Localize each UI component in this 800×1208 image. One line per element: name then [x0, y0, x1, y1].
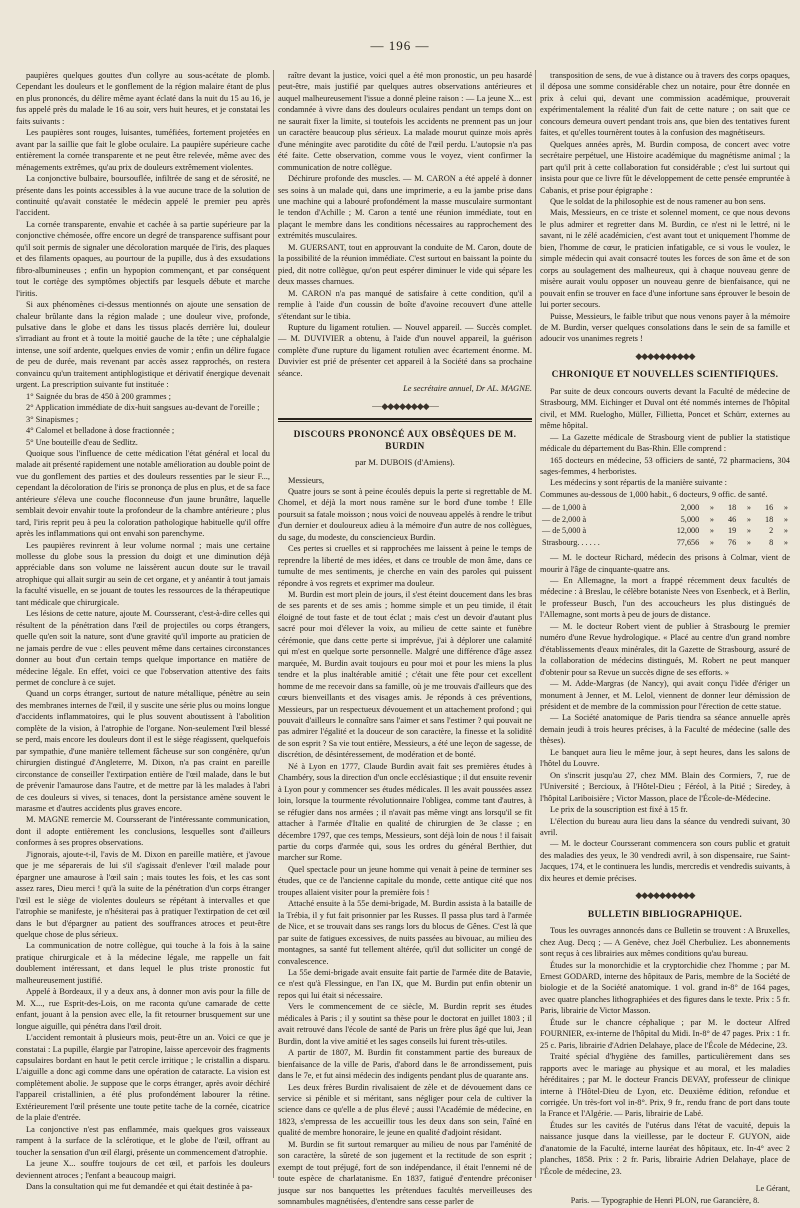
bibliography-entry: Traité spécial d'hygiène des familles, particulièrement dans ses rapports avec le mariage au physique et au moral, et les maladies héréditaires ; par M. le docteur Francis DEVAY, professeur de clinique interne à l'Hôtel-Dieu de Lyon, etc. Deuxième édition, refondue et corrigée. Un très-fort vol in-8°. Prix, 9 fr., rendu franc de port dans toute la France et l'Algérie. — Paris, librairie de Labé.: [540, 1052, 790, 1119]
bulletin-title: BULLETIN BIBLIOGRAPHIQUE.: [587, 909, 743, 920]
paragraph: 165 docteurs en médecine, 53 officiers de santé, 72 pharmaciens, 304 sages-femmes, 4 herboristes.: [540, 455, 790, 476]
stats-cell: — de 5,000 à: [542, 526, 587, 536]
paragraph: M. GUERSANT, tout en approuvant la conduite de M. Caron, doute de la possibilité de la réunion immédiate. C'est surtout en baissant la pointe du pied, dit notre collègue, qu'on peut espérer diminuer le vide qui sépare les deux masses charnues.: [278, 242, 532, 287]
stats-cell: 16: [765, 503, 774, 513]
stats-cell: »: [709, 526, 714, 536]
stats-row: [540, 537, 790, 548]
chronique-title: CHRONIQUE ET NOUVELLES SCIENTIFIQUES.: [551, 370, 779, 381]
bibliography-entry: Études sur la monorchidie et la cryptorchidie chez l'homme ; par M. Ernest GODARD, interne des hôpitaux de Paris, membre de la Société de biologie et de la Société anatomique. 1 vol. grand in-8° de 164 pages, avec quatre planches lithographiées et des figures dans le texte. Prix : 5 fr. Paris, librairie de Victor Masson.: [540, 960, 790, 1016]
stats-cell: 12,000: [676, 526, 700, 536]
stats-cell: 77,656: [676, 537, 700, 547]
paragraph: La conjonctive bulbaire, boursouflée, infiltrée de sang et de sérosité, ne présente dans les points accessibles à la vue aucune trace de la solution de continuité qu'avait constatée le médecin appelé le premier peu après l'accident.: [16, 174, 270, 218]
paragraph: M. Burdin se fit surtout remarquer au milieu de nous par l'aménité de son caractère, la sûreté de son jugement et la rectitude de son esprit ; exempt de tout préjugé, fort de son indépendance, il était l'ennemi né de toute espèce de charlatanisme. En 1837, fatigué d'entendre préconiser jusque sur nos banquettes les prétendues facultés merveilleuses des somnambules magnétisées, d'entendre sans cesse parler de: [278, 1139, 532, 1207]
paragraph: raître devant la justice, voici quel a été mon pronostic, un peu hasardé peut-être, mais justifié par quelques autres observations antérieures et auquel malheureusement l'issue a donné pleine raison : — La jeune X... est condamnée à vivre dans des douleurs oculaires pendant un temps dont on ne saurait fixer la limite, si toutefois les accidents ne prennent pas un jour un caractère beaucoup plus sérieux. La malade mourut quinze mois après d'une méningite avec parotidite du côté de l'œil perdu. L'autopsie n'a pas été faite. Cette observation, comme vous le voyez, vient confirmer la communication de notre collègue.: [278, 71, 532, 172]
stats-cell: 46: [728, 514, 737, 524]
stats-cell: 19: [728, 526, 737, 536]
paragraph: — En Allemagne, la mort a frappé récemment deux facultés de médecine : à Breslau, le célèbre botaniste Nees von Esenbeck, et à Berlin, le professeur Busch, l'un des accoucheurs les plus distingués de l'Allemagne, sont morts à peu de jours de distance.: [540, 576, 790, 620]
paragraph: — M. le docteur Richard, médecin des prisons à Colmar, vient de mourir à l'âge de cinquante-quatre ans.: [540, 553, 790, 574]
paragraph: Quand un corps étranger, surtout de nature métallique, pénètre au sein des membranes internes de l'œil, il y suscite une série plus ou moins longue d'accidents inflammatoires, qui le plus souvent aboutissent à l'abolition complète de la vision, à l'atrophie de l'organe. Non-seulement l'œil blessé se perd, mais encore les douleurs dont il est le siège réagissent, quelquefois par sympathie, d'une manière tellement fâcheuse sur son congénère, qu'un chirurgien distingué d'Angleterre, M. Dixon, n'a pas craint en pareille circonstance de conseiller l'extirpation entière de l'œil malade, dans le but de prévenir l'amaurose dans l'autre, et de mettre par là les malades à l'abri de ces douleurs si vives, si tenaces, dont la persistance amène souvent le marasme et d'autres accidents plus graves encore.: [16, 689, 270, 813]
section-divider: ◆◆◆◆◆◆◆◆◆◆: [635, 350, 695, 361]
stats-cell: »: [783, 514, 788, 524]
gerant-label: Le Gérant,: [755, 1184, 790, 1194]
bibliography-entry: Tous les ouvrages annoncés dans ce Bulletin se trouvent : A Bruxelles, chez Aug. Decq ; — A Genève, chez Joël Cherbuliez. Les abonnements sont reçus à ces librairies aux mêmes conditions qu'au bureau.: [540, 926, 790, 959]
paragraph: Rupture du ligament rotulien. — Nouvel appareil. — Succès complet. — M. DUVIVIER a obtenu, à l'aide d'un nouvel appareil, la guérison complète d'une rupture du ligament rotulien avec écartement énorme. M. Duvivier est prié de présenter cet appareil à la Société dans sa prochaine séance.: [278, 322, 532, 378]
stats-cell: »: [783, 503, 788, 513]
paragraph: Attaché ensuite à la 55e demi-brigade, M. Burdin assista à la bataille de la Trébia, il y fut fait prisonnier par les Russes. Il passa plus tard à l'armée de Nice, et se trouvait dans ses rangs lors du blocus de Gênes. C'est là que par suite de fatigues excessives, de nuits passées au bivouac, au milieu des montagnes, sa santé fut tellement altérée, qu'il dut solliciter un congé de convalescence.: [278, 899, 532, 966]
discours-body: [278, 475, 532, 1208]
paragraph: 5° Une bouteille d'eau de Sedlitz.: [26, 437, 138, 447]
stats-cell: »: [709, 503, 714, 513]
paragraph: 3° Sinapismes ;: [26, 414, 79, 424]
stats-cell: 18: [728, 503, 737, 513]
stats-cell: — de 2,000 à: [542, 514, 587, 524]
paragraph: transposition de sens, de vue à distance ou à travers des corps opaques, il déposa une somme considérable chez un notaire, pour être donnée en prix à celui qui, devant une commission académique, prouverait expérimentalement la réalité d'un fait de cette nature ; on sait que ce concours demeura ouvert pendant trois ans, que bien des tentatives furent faites, et qu'elles tournèrent toutes à la confusion des magnétiseurs.: [540, 71, 790, 138]
column-rule: [535, 70, 536, 1178]
paragraph: Le banquet aura lieu le même jour, à sept heures, dans les salons de l'hôtel du Louvre.: [540, 747, 790, 769]
paragraph: J'ignorais, ajoute-t-il, l'avis de M. Dixon en pareille matière, et j'avoue que je me séparerais de lui s'il s'agissait d'enlever l'œil malade pour épargner une amaurose à l'œil sain ; mais toutes les fois, et les cas sont assez rares, Dieu merci ! qu'à la suite de la pénétration d'un corps étranger l'œil est le siège de violentes douleurs se répétant à intervalles et que l'atrophie se manifeste, je n'hésiterai pas à pratiquer l'extirpation de cet œil dans le but d'épargner au patient des souffrances atroces et peut-être quelque chose de plus sérieux.: [16, 849, 270, 939]
stats-cell: 2: [769, 526, 774, 536]
secretary-signature: Le secrétaire annuel, Dr AL. MAGNE.: [403, 384, 532, 394]
paragraph: Les paupières sont rouges, luisantes, tuméfiées, fortement projetées en avant par la saillie que fait le globe oculaire. La paupière supérieure cache entièrement la cornée transparente et ne peut être relevée, même avec des ménagements extrêmes, qu'au prix de douleurs extrêmement violentes.: [16, 128, 270, 172]
paragraph: — La Société anatomique de Paris tiendra sa séance annuelle après demain jeudi à trois heures précises, à la Faculté de médecine (salle des thèses).: [540, 713, 790, 746]
paragraph: 2° Application immédiate de dix-huit sangsues au-devant de l'oreille ;: [26, 403, 260, 413]
column-left: [16, 70, 270, 1191]
paragraph: Par suite de deux concours ouverts devant la Faculté de médecine de Strasbourg, MM. Eichinger et Duval ont été nommés internes de l'hôpital civil, et MM. Ruelogho, Müller, Fillietta, Poncet et Schürr, externes au même hôpital.: [540, 386, 790, 431]
discours-continuation: [540, 70, 790, 345]
paragraph: Quel spectacle pour un jeune homme qui venait à peine de terminer ses études, que ce de l'ancienne capitale du monde, cette antique cité que nos troupes allaient visiter pour la première fois !: [278, 864, 532, 897]
paragraph: Né à Lyon en 1777, Claude Burdin avait fait ses premières études à Chambéry, sous la direction d'un oncle ecclésiastique ; il dut ensuite revenir à Lyon pour y commencer ses études médicales. Il les avait poussées assez loin, lorsque la tourmente révolutionnaire l'obligea, comme tant d'autres, à se réfugier dans nos armées ; il n'avait pas même vingt ans lorsqu'il se fit attacher à l'armée d'Italie en qualité de chirurgien de 3e classe ; en décembre 1797, que ces temps, Messieurs, sont déjà loin de nous ! il faisait partie du corps d'armée qui, sous les ordres du général Berthier, dut marcher sur Rome.: [278, 761, 533, 863]
stats-cell: 5,000: [680, 514, 700, 524]
stats-cell: 2,000: [680, 503, 700, 513]
paragraph: L'élection du bureau aura lieu dans la séance du vendredi suivant, 30 avril.: [540, 816, 790, 837]
printer-imprint: Paris. — Typographie de Henri PLON, rue Garancière, 8.: [570, 1195, 760, 1205]
paragraph: Quelques années après, M. Burdin composa, de concert avec votre secrétaire perpétuel, une Histoire académique du magnétisme animal ; la part qu'il prit à cette collaboration fut considérable ; c'est lui surtout qui insista pour que ce livre fût le développement de cette pensée empruntée à Cabanis, et prise pour épigraphe :: [540, 139, 790, 195]
paragraph: M. CARON n'a pas manqué de satisfaire à cette condition, qu'il a remplie à l'aide d'un coussin de boîte d'avoine recouvert d'une attelle s'étendant sur le tibia.: [278, 288, 532, 321]
stats-row: [540, 502, 790, 513]
society-report: [278, 70, 532, 379]
paragraph: — La Gazette médicale de Strasbourg vient de publier la statistique médicale du département du Bas-Rhin. Elle comprend :: [540, 432, 790, 454]
paragraph: Si aux phénomènes ci-dessus mentionnés on ajoute une sensation de chaleur brûlante dans la région malade ; une douleur vive, profonde, pulsative dans le globe et dans les tissus placés derrière lui, douleur s'irradiant au front et à toute la moitié gauche de la tête ; une céphalalgie intense, une soif ardente, quelques envies de vomir ; enfin un délire fugace de peu de durée, mais revenant par accès assez rapprochés, on restera convaincu qu'un traitement antiphlogistique et dérivatif énergique devenait urgent. La prescription suivante fut instituée :: [16, 300, 270, 390]
stats-block: [540, 489, 790, 548]
bulletin-body: [540, 925, 790, 1177]
paragraph: — M. le docteur Coursserant commencera son cours public et gratuit des maladies des yeux, le 30 vendredi avril, à son dispensaire, rue Saint-Jacques, 174, et le continuera les lundis, mercredis et vendredis suivants, à dix heures et demie précises.: [540, 839, 791, 883]
paragraph: Déchirure profonde des muscles. — M. CARON a été appelé à donner ses soins à un malade qui, dans une imprimerie, a eu la jambe prise dans une machine qui a labouré profondément la masse musculaire surmontant le tendon d'Achille ; M. Caron a tenté une réunion immédiate, tout en plaçant le membre dans les conditions nécessaires au rapprochement des extrémités musculaires.: [278, 174, 532, 241]
stats-row: [540, 525, 790, 536]
stats-cell: — de 1,000 à: [542, 503, 587, 513]
paragraph: Puisse, Messieurs, le faible tribut que nous venons payer à la mémoire de M. Burdin, verser quelques consolations dans le sein de sa famille et adoucir vos unanimes regrets !: [540, 311, 790, 344]
stats-cell: »: [783, 526, 788, 536]
paragraph: La jeune X... souffre toujours de cet œil, et parfois les douleurs deviennent atroces ; l'enfant a beaucoup maigri.: [16, 1159, 270, 1180]
column-rule: [273, 70, 274, 1178]
stats-cell: »: [746, 537, 751, 547]
stats-cell: »: [746, 526, 751, 536]
paragraph: Quoique sous l'influence de cette médication l'état général et local du malade ait présenté rapidement une notable amélioration au double point de vue du gonflement des parties et des douleurs ressenties par le sieur F..., cependant la décoloration de l'iris se prononça de plus en plus, et de sa face antérieure s'éleva une couche floconneuse d'un jaune brunâtre, laquelle semblait devoir envahir toute la profondeur de la chambre antérieure ; plus tard, l'iris reprit peu à peu la coloration pathologique habituelle qu'il offre après les inflammations qui ont envahi son parenchyme.: [16, 448, 270, 539]
stats-cell: 8: [769, 537, 774, 547]
paragraph: La cornée transparente, envahie et cachée à sa partie supérieure par la conjonctive chémosée, offre encore un degré de transparence suffisant pour qu'il soit permis de signaler une décoloration marquée de l'iris, des plaques et des filaments opaques, au pourtour de la pupille, dus à des exsudations fibro-albumineuses ; enfin un hypopion commençant, et par conséquent tout le cortège des symptômes objectifs par lesquels débute et marche l'iritis.: [16, 219, 270, 298]
paragraph: Appelé à Bordeaux, il y a deux ans, à donner mon avis pour la fille de M. X..., rue Esprit-des-Lois, on me raconta qu'une camarade de cette enfant, jouant à la pension avec elle, la fit retourner brusquement sur une longue aiguille, qui pénétra dans l'œil droit.: [16, 987, 270, 1031]
stats-cell: Strasbourg. . . . . .: [542, 537, 600, 547]
stats-cell: »: [783, 537, 788, 547]
paragraph: L'accident remontait à plusieurs mois, peut-être un an. Voici ce que je constatai : La pupille, élargie par l'atropine, laisse apercevoir des fragments capsulaires bordant en haut le petit cercle irritique ; le cristallin a disparu. L'aiguille a donc agi comme dans une opération de cataracte. La vision est complètement abolie. Je suppose que le corps étranger, après avoir déchiré l'appareil cristallinien, a été plus profondément labourer la rétine. Extérieurement l'œil présente une toute petite tache de la cornée, cicatrice de la plaie d'entrée.: [16, 1033, 270, 1123]
stats-cell: 18: [765, 514, 774, 524]
stats-cell: »: [709, 537, 714, 547]
column-right: [540, 70, 791, 1205]
paragraph: 1° Saignée du bras de 450 à 200 grammes ;: [26, 391, 171, 401]
paragraph: Vers le commencement de ce siècle, M. Burdin reprit ses études médicales à Paris ; il y soutint sa thèse pour le doctorat en juillet 1803 ; il avait retrouvé dans l'école de santé de Paris un frère plus âgé que lui, Jean Burdin, dont la vive amitié et les sages conseils lui furent très-utiles.: [278, 1002, 532, 1046]
paragraph: Quatre jours se sont à peine écoulés depuis la perte si regrettable de M. Chomel, et déjà la mort nous ramène sur le bord d'une tombe ! Elle poursuit sa fatale moisson ; nous voici de nouveau appelés à rendre le tribut d'un dernier et douloureux adieu à la mémoire d'un autre de nos collègues, du sage, du modeste, du consciencieux Burdin.: [278, 486, 532, 542]
paragraph: La communication de notre collègue, qui touche à la fois à la saine pratique chirurgicale et à la médecine légale, me rappelle un fait doublement intéressant, et dans lequel le plus triste pronostic fut malheureusement justifié.: [16, 941, 270, 985]
paragraph: A partir de 1807, M. Burdin fit constamment partie des bureaux de bienfaisance de la ville de Paris, d'abord dans le 8e arrondissement, puis dans le 7e, et fut ainsi médecin des indigents pendant plus de quarante ans.: [278, 1048, 532, 1081]
paragraph: Les lésions de cette nature, ajoute M. Coursserant, c'est-à-dire celles qui résultent de la pénétration dans l'œil de projectiles ou corps étrangers, quelle qu'en soit la nature, sont d'une gravité qu'il importe au praticien de ne jamais perdre de vue : elles peuvent même dans certaines circonstances donner au bout d'un certain temps quelque importance en matière de médecine légale. En effet, voici ce que l'observation attentive des faits permet de conclure à ce sujet.: [16, 609, 270, 688]
paragraph: — M. Adde-Margras (de Nancy), qui avait conçu l'idée d'ériger un monument à Jenner, et M. Lelol, viennent de donner leur démission de président et de membre de la commission pour l'érection de cette statue.: [540, 679, 790, 712]
bibliography-entry: Étude sur le chancre céphalique ; par M. le docteur Alfred FOURNIER, ex-interne de l'hôpital du Midi. In-8° de 47 pages. Prix : 1 fr. 25 c. Paris, librairie d'Adrien Delahaye, place de l'École de Médecine, 23.: [540, 1017, 790, 1050]
paragraph: M. Burdin est mort plein de jours, il s'est éteint doucement dans les bras de ses parents et de ses amis ; homme simple et un peu timide, il était éloigné de tout faste et de tout éclat ; mais c'est un devoir d'autant plus sacré pour moi d'élever la voix, au milieu de cette sainte et funèbre cérémonie, que dans cette perte si imprévue, j'ai à déplorer une calamité qui m'est en quelque sorte personnelle. Malgré une différence d'âge assez marquée, M. Burdin avait toujours eu pour moi et pour les miens la plus tendre et la plus inaltérable amitié ; c'était une fête pour cet excellent homme de me recevoir dans sa famille, où je me trouvais d'ailleurs que des cœurs bienveillants et des visages amis. Je réponds à ces préventions, Messieurs, par un respectueux dévouement et un attachement profond ; qui pouvait d'ailleurs le connaître sans l'aimer et sans l'estimer ? qui pouvait ne pas admirer l'égalité et la douceur de son caractère, la finesse et la solidité de son esprit ? Sa vie tout entière, Messieurs, a été une leçon de sagesse, de discrétion, de désintéressement, de modération et de bonté.: [278, 590, 532, 760]
paragraph: Les médecins y sont répartis de la manière suivante :: [550, 478, 727, 488]
stats-cell: »: [709, 514, 714, 524]
discours-author: par M. DUBOIS (d'Amiens).: [355, 457, 455, 468]
section-rule: [278, 418, 532, 422]
stats-row: [540, 514, 790, 525]
column-middle: [278, 70, 533, 1207]
paragraph: Mais, Messieurs, en ce triste et solennel moment, ce que nous devons le plus admirer et regretter dans M. Burdin, ce n'est ni le lettré, ni le savant, ni le zélé académicien, c'est avant tout et uniquement l'homme de bien, l'homme de cœur, le praticien infatigable, ce si vous le voulez, le simple médecin qui avait consacré toutes les forces de son âme et de son corps au soulagement des malheureux, qui à chaque nouveau genre de misère aurait voulu opposer un nouveau genre de bienfaisance, qui ne pouvait enfin se trouver en face d'une infortune sans éprouver le besoin de lui porter secours.: [540, 208, 790, 310]
paragraph: — M. le docteur Robert vient de publier à Strasbourg le premier numéro d'une Revue hydrologique. « Placé au centre d'un grand nombre d'établissements d'eaux minérales, dit la Gazette de Strasbourg, assuré de la collaboration de médecins distingués, M. Robert ne peut manquer d'obtenir pour sa Revue un succès digne de ses efforts. »: [540, 621, 790, 677]
section-divider: — ◆◆◆◆◆◆◆◆ —: [372, 400, 438, 411]
paragraph: M. MAGNE remercie M. Coursserant de l'intéressante communication, dont il adopte entièrement les conclusions, lesquelles sont d'ailleurs conformes à ses propres observations.: [16, 815, 270, 848]
paragraph: La 55e demi-brigade avait ensuite fait partie de l'armée dite de Batavie, ce n'est qu'à Flessingue, en l'an IX, que M. Burdin put enfin obtenir un repos qui lui était si nécessaire.: [278, 967, 532, 1000]
stats-cell: »: [746, 514, 751, 524]
discours-title: DISCOURS PRONONCÉ AUX OBSÈQUES DE M. BURDIN: [293, 430, 517, 452]
stats-table: [540, 502, 790, 548]
chronique-body: [540, 386, 790, 489]
stats-header: Communes au-dessous de 1,000 habit., 6 docteurs, 9 offic. de santé.: [540, 489, 768, 499]
paragraph: On s'inscrit jusqu'au 27, chez MM. Blain des Cormiers, 7, rue de l'Université ; Bercioux, à l'Hôtel-Dieu ; Féréol, à la Pitié ; Siredey, à l'hôpital Lariboisière ; Victor Masson, place de l'École-de-Médecine.: [540, 770, 790, 803]
paragraph: Les deux frères Burdin rivalisaient de zèle et de dévouement dans ce service si pénible et si méritant, sans négliger pour cela de cultiver la science dans ce qu'elle a de plus élevé ; aussi l'Académie de médecine, en 1823, s'empressa de les accueillir tous les deux dans son sein, l'aîné en qualité de membre honoraire, le jeune en qualité d'adjoint résidant.: [278, 1082, 532, 1138]
paragraph: Ces pertes si cruelles et si rapprochées me laissent à peine le temps de reprendre la liberté de mes idées, et dans ce trouble de mon âme, dans ce tumulte de mes sentiments, je cherche en vain des paroles qui puissent répondre à vos regrets et exprimer ma douleur.: [278, 544, 532, 588]
paragraph: 4° Calomel et belladone à dose fractionnée ;: [26, 426, 175, 436]
paragraph: paupières quelques gouttes d'un collyre au sous-acétate de plomb. Cependant les douleurs et le gonflement de la région malaire étant de plus en plus prononcés, du délire même ayant éclaté dans la nuit du 15 au 16, je fus appelé près du malade le 16 au soir, vers huit heures, et je constatai les faits suivants :: [16, 71, 270, 126]
section-divider: ◆◆◆◆◆◆◆◆◆◆: [635, 890, 695, 901]
stats-cell: 76: [728, 537, 737, 547]
paragraph: Que le soldat de la philosophie est de nous ramener au bon sens.: [550, 196, 766, 206]
paragraph: Dans la consultation qui me fut demandée et qui était destinée à pa-: [26, 1181, 253, 1191]
paragraph: Messieurs,: [288, 475, 325, 485]
paragraph: La conjonctive n'est pas enflammée, mais quelques gros vaisseaux rampent à la surface de la sclérotique, et le globe de l'œil, offrant au toucher la sensation d'un œil élargi, présente un commencement d'atrophie.: [16, 1124, 270, 1157]
page-number: — 196 —: [370, 38, 430, 53]
paragraph: Les paupières revinrent à leur volume normal ; mais une certaine mollesse du globe sous la pression du doigt et une diminution déjà appréciable dans son volume ne laissèrent aucun doute sur le travail atrophique qui allait surgir au sein de cet organe, et y anéantir à tout jamais la faculté visuelle, en se jouant de toutes les ressources de la thérapeutique tant médicale que chirurgicale.: [16, 540, 270, 607]
paragraph: Le prix de la souscription est fixé à 15 fr.: [550, 805, 688, 815]
stats-cell: »: [746, 503, 751, 513]
bibliography-entry: Études sur les cavités de l'utérus dans l'état de vacuité, depuis la naissance jusque dans la vieillesse, par le docteur F. GUYON, aide d'anatomie de la Faculté, interne lauréat des hôpitaux, etc. In-4° avec 2 planches, 1858. Prix : 2 fr. Paris, librairie Adrien Delahaye, place de l'École de médecine, 23.: [540, 1120, 790, 1176]
chronique-news: [540, 552, 790, 884]
